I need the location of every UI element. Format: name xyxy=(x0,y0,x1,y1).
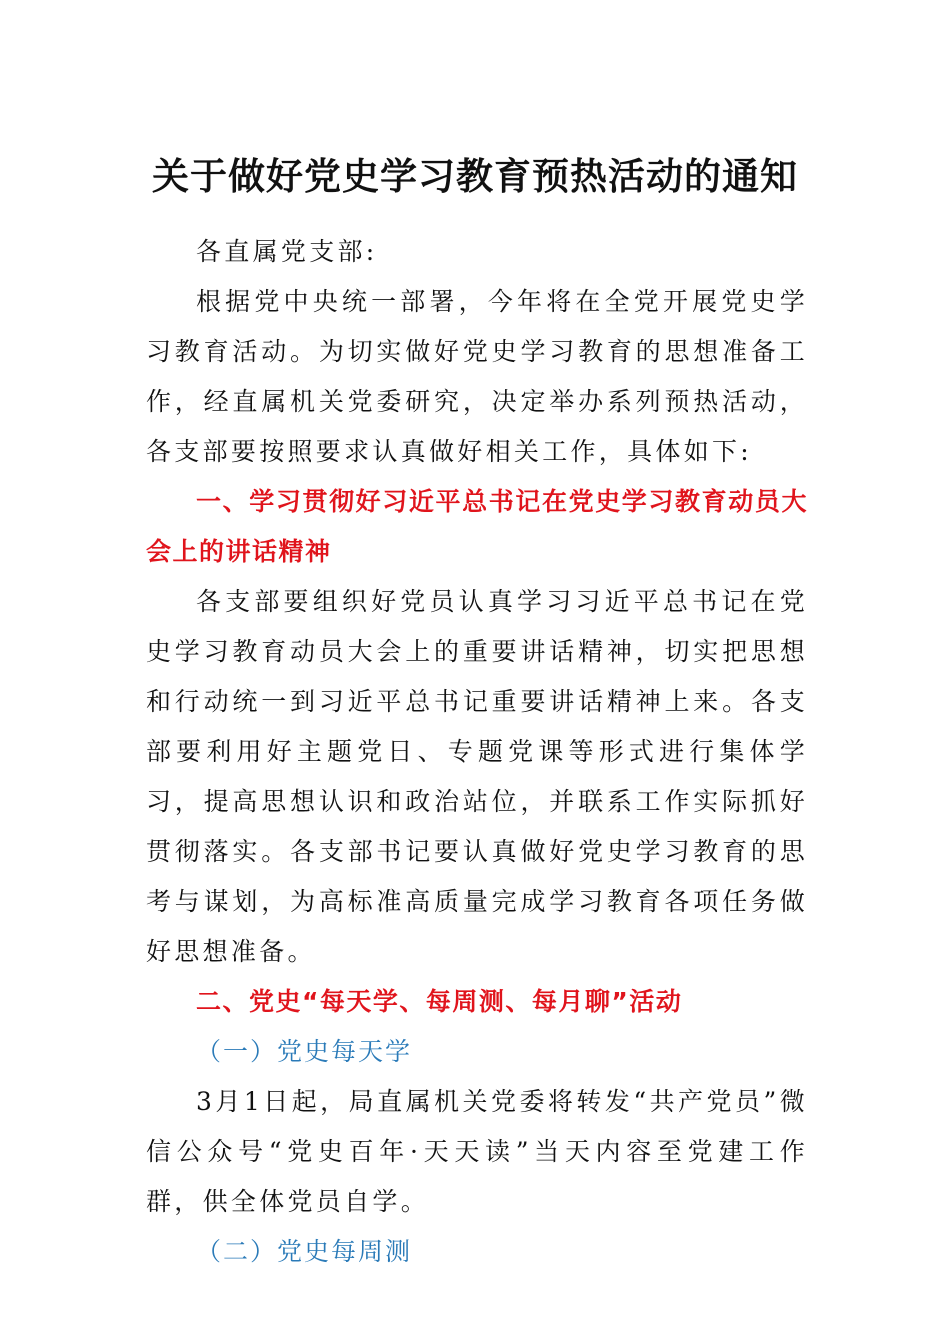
intro-paragraph: 根据党中央统一部署，今年将在全党开展党史学习教育活动。为切实做好党史学习教育的思想准备工作，经直属机关党委研究，决定举办系列预热活动，各支部要按照要求认真做好相关工作，具体如下: xyxy=(146,287,808,466)
section1-heading: 一、学习贯彻好习近平总书记在党史学习教育动员大会上的讲话精神 xyxy=(146,487,808,566)
section2-sub1-heading: （一）党史每天学 xyxy=(196,1037,413,1066)
section2-sub2-heading: （二）党史每周测 xyxy=(196,1237,413,1266)
section2-sub1-paragraph: 3月1日起，局直属机关党委将转发“共产党员”微信公众号“党史百年·天天读”当天内容至党建工作群，供全体党员自学。 xyxy=(146,1087,808,1216)
document-body xyxy=(146,227,808,1277)
salutation: 各直属党支部: xyxy=(196,237,378,266)
document-title: 关于做好党史学习教育预热活动的通知 xyxy=(152,155,798,198)
section2-heading: 二、党史“每天学、每周测、每月聊”活动 xyxy=(196,987,683,1016)
section1-paragraph: 各支部要组织好党员认真学习习近平总书记在党史学习教育动员大会上的重要讲话精神，切实把思想和行动统一到习近平总书记重要讲话精神上来。各支部要利用好主题党日、专题党课等形式进行集体学习，提高思想认识和政治站位，并联系工作实际抓好贯彻落实。各支部书记要认真做好党史学习教育的思考与谋划，为高标准高质量完成学习教育各项任务做好思想准备。 xyxy=(146,587,808,966)
